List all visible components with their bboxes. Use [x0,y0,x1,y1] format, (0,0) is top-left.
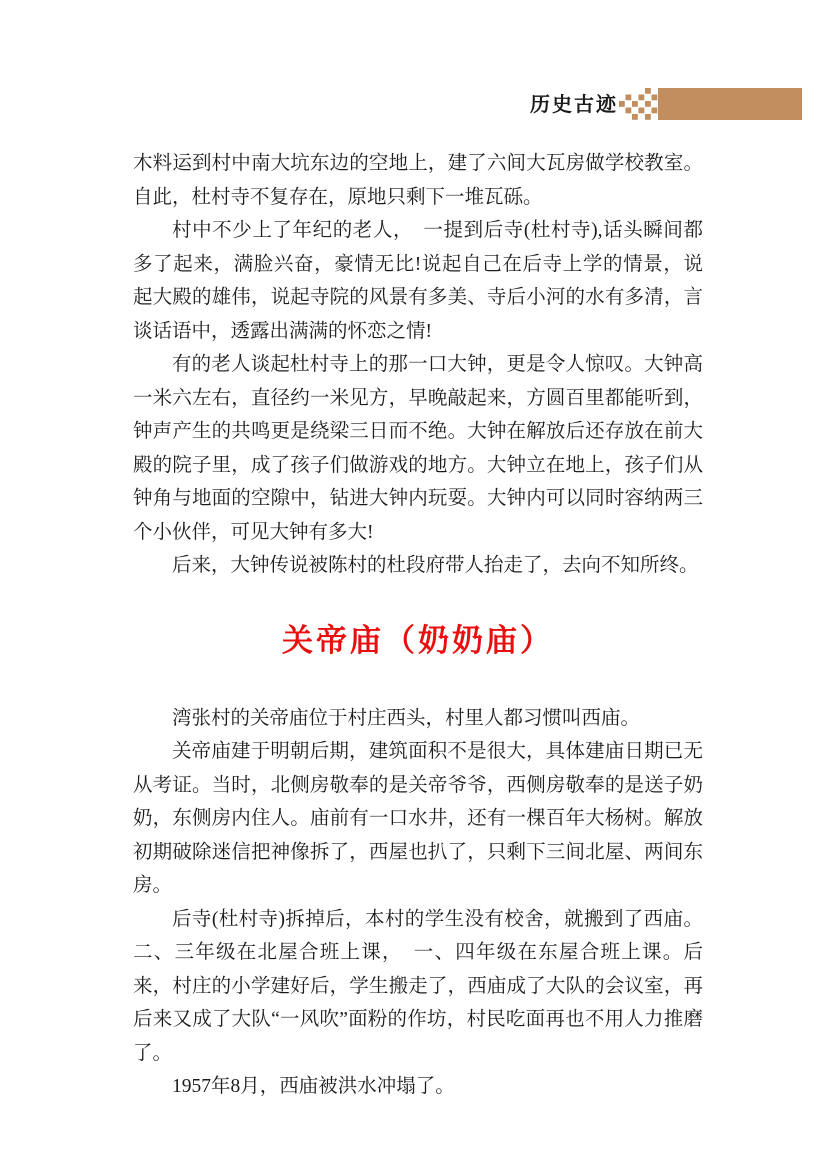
paragraph: 湾张村的关帝庙位于村庄西头，村里人都习惯叫西庙。 [172,707,641,729]
paragraph: 1957年8月，西庙被洪水冲塌了。 [172,1076,455,1097]
section-title: 关帝庙（奶奶庙） [282,622,554,658]
running-header-title: 历史古迹 [530,94,618,116]
running-header [0,88,830,121]
paragraph: 木料运到村中南大坑东边的空地上，建了六间大瓦房做学校教室。自此，杜村寺不复存在，原地只剩下一堆瓦砾。 [133,153,703,208]
checkerboard-fade-icon [619,88,658,120]
paragraph: 后来，大钟传说被陈村的杜段府带人抬走了，去向不知所终。 [172,555,699,576]
paragraph: 关帝庙建于明朝后期，建筑面积不是很大，具体建庙日期已无从考证。当时，北侧房敬奉的是关帝爷爷，西侧房敬奉的是送子奶奶，东侧房内住人。庙前有一口水井，还有一棵百年大杨树。解放初期破除迷信把神像拆了，西屋也扒了，只剩下三间北屋、两间东房。 [133,741,703,896]
paragraph: 村中不少上了年纪的老人， 一提到后寺(杜村寺),话头瞬间都多了起来，满脸兴奋，豪情无比!说起自己在后寺上学的情景，说起大殿的雄伟，说起寺院的风景有多美、寺后小河的水有多清，言谈话语中，透露出满满的怀恋之情! [133,220,703,342]
body-text [133,147,703,1104]
header-accent-bar [658,88,802,120]
paragraph: 有的老人谈起杜村寺上的那一口大钟，更是令人惊叹。大钟高一米六左右，直径约一米见方，早晚敲起来，方圆百里都能听到，钟声产生的共鸣更是绕梁三日而不绝。大钟在解放后还存放在前大殿的院子里，成了孩子们做游戏的地方。大钟立在地上，孩子们从钟角与地面的空隙中，钻进大钟内玩耍。大钟内可以同时容纳两三个小伙伴，可见大钟有多大! [133,354,703,543]
paragraph: 后寺(杜村寺)拆掉后，本村的学生没有校舍，就搬到了西庙。二、三年级在北屋合班上课， 一、四年级在东屋合班上课。后来，村庄的小学建好后，学生搬走了，西庙成了大队的会议室，再后来又成了大队“一风吹”面粉的作坊，村民吃面再也不用人力推磨了。 [133,908,703,1064]
